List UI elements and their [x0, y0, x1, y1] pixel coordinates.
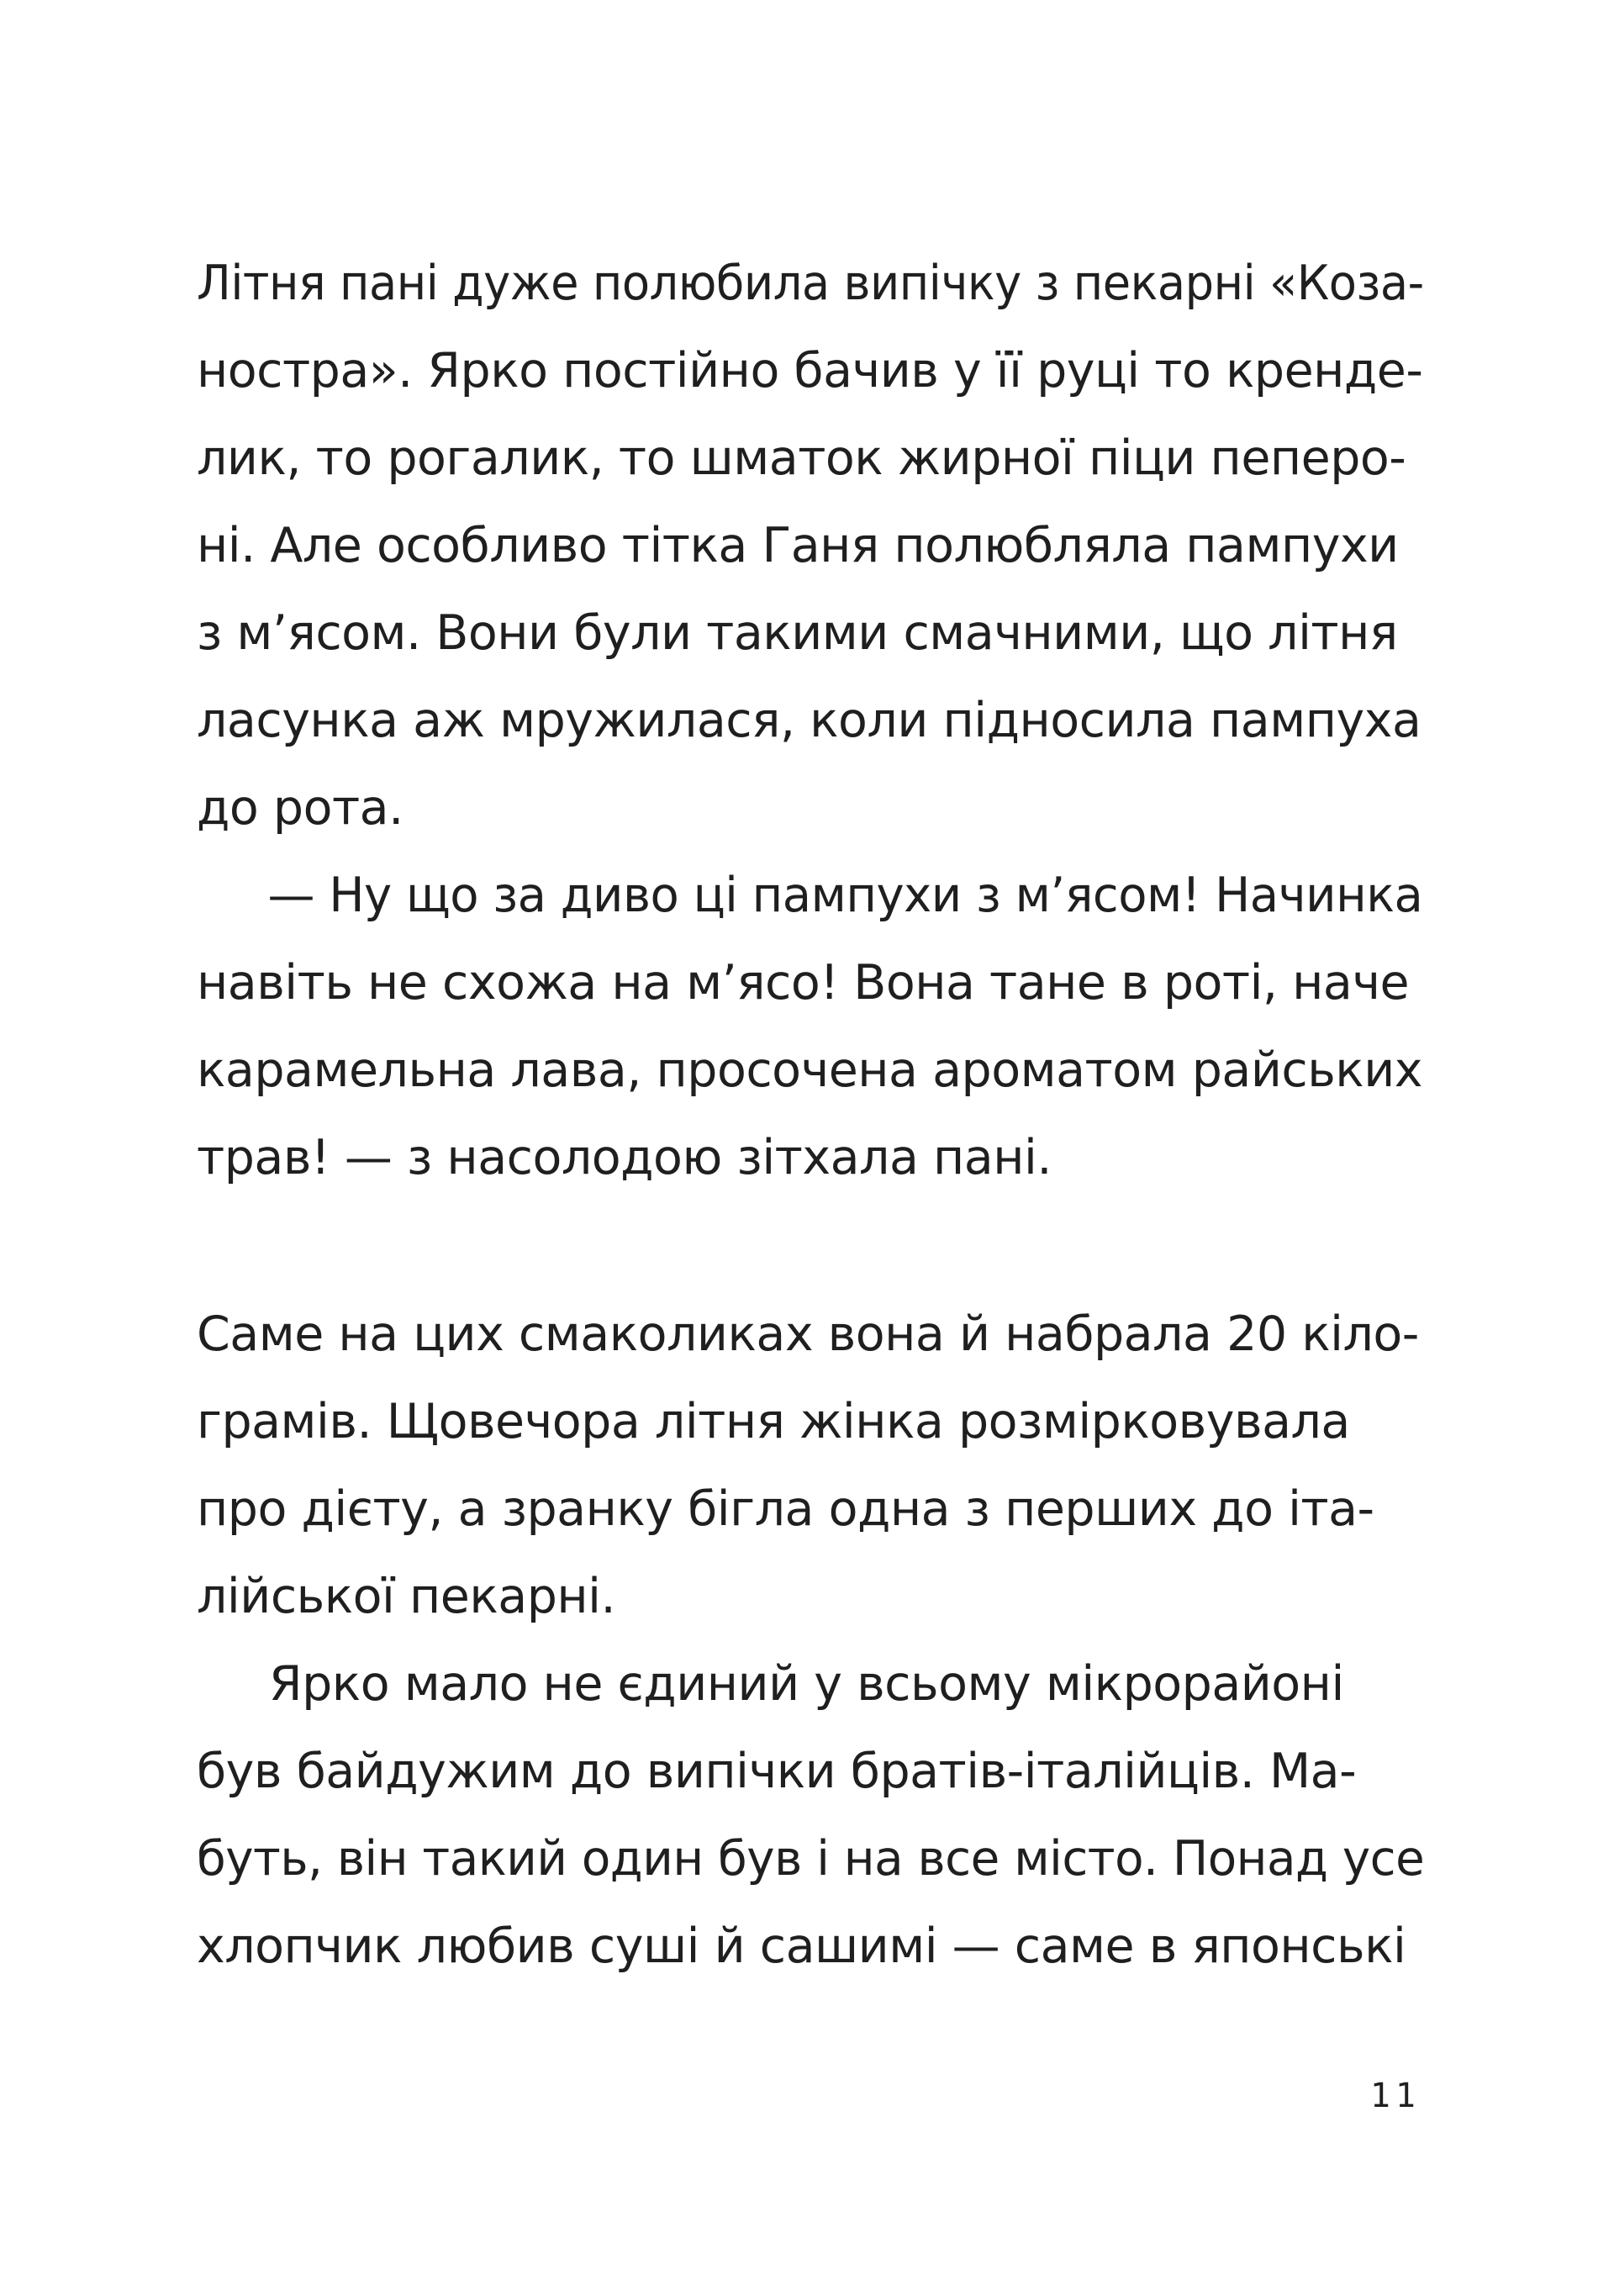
text-line: лик, то рогалик, то шматок жирної піци пеперо-: [197, 430, 1406, 486]
page-number: 11: [1369, 2077, 1421, 2115]
text-line: трав! — з насолодою зітхала пані.: [197, 1130, 1052, 1185]
text-line: хлопчик любив суші й сашимі — саме в японські: [197, 1919, 1406, 1974]
text-line: ностра». Ярко постійно бачив у її руці то кренде-: [197, 343, 1423, 399]
text-line: ласунка аж мружилася, коли підносила пампуха: [197, 693, 1421, 748]
text-section-1: [197, 240, 1424, 1201]
paragraph-first-line: Ярко мало не єдиний у всьому мікрорайоні: [269, 1656, 1344, 1712]
text-line: Літня пані дуже полюбила випічку з пекарні «Коза-: [197, 256, 1424, 311]
text-line: Саме на цих смаколиках вона й набрала 20 кіло-: [197, 1306, 1419, 1362]
dialogue-line: — Ну що за диво ці пампухи з м’ясом! Начинка: [267, 868, 1423, 923]
text-line: про дієту, а зранку бігла одна з перших до іта-: [197, 1481, 1374, 1537]
text-line: ні. Але особливо тітка Ганя полюбляла пампухи: [197, 518, 1399, 573]
text-line: навіть не схожа на м’ясо! Вона тане в роті, наче: [197, 955, 1410, 1011]
text-line: лійської пекарні.: [197, 1569, 616, 1624]
text-line: карамельна лава, просочена ароматом райських: [197, 1042, 1422, 1098]
text-line: грамів. Щовечора літня жінка розмірковувала: [197, 1394, 1350, 1449]
text-section-2: [197, 1291, 1424, 1990]
text-line: був байдужим до випічки братів-італійців. Ма-: [197, 1744, 1357, 1799]
text-line: до рота.: [197, 780, 404, 836]
text-line: з м’ясом. Вони були такими смачними, що літня: [197, 605, 1398, 661]
text-line: буть, він такий один був і на все місто. Понад усе: [197, 1831, 1425, 1887]
